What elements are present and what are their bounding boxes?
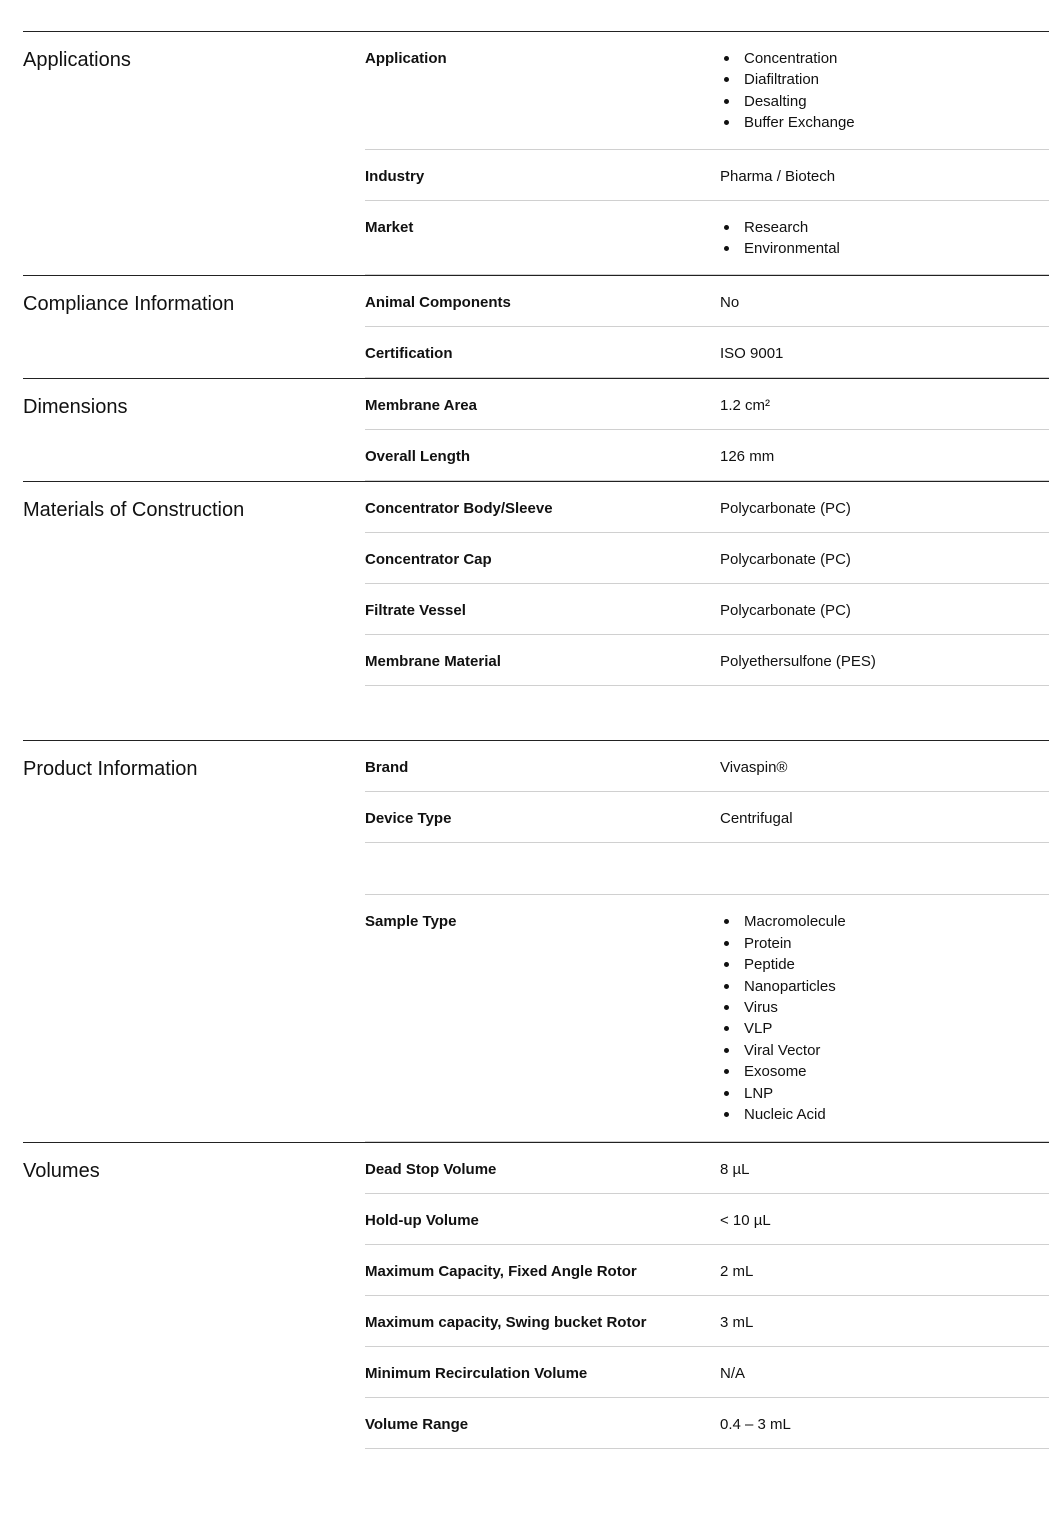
spec-label: Animal Components (365, 294, 511, 312)
list-item: Buffer Exchange (744, 111, 1049, 134)
section-materials-of-construction (23, 481, 1049, 686)
spec-label: Dead Stop Volume (365, 1160, 497, 1178)
spec-row-animal-components (365, 276, 1049, 327)
spec-value: Polyethersulfone (PES) (720, 653, 876, 671)
section-title: Dimensions (23, 396, 128, 419)
spec-label: Minimum Recirculation Volume (365, 1364, 588, 1382)
spec-rows (365, 32, 1049, 275)
list-item: VLP (744, 1017, 1049, 1040)
spec-label (365, 843, 720, 894)
spec-label: Concentrator Body/Sleeve (365, 500, 553, 518)
list-item: Nanoparticles (744, 975, 1049, 998)
spec-row-membrane-material (365, 635, 1049, 686)
spec-value: 8 µL (720, 1160, 750, 1178)
section-title: Product Information (23, 758, 198, 781)
list-item: LNP (744, 1082, 1049, 1105)
spec-label: Market (365, 218, 414, 236)
spec-value: 2 mL (720, 1262, 754, 1280)
spec-label: Industry (365, 167, 425, 185)
list-item: Viral Vector (744, 1039, 1049, 1062)
spec-row-minimum-recirculation-volume (365, 1347, 1049, 1398)
spec-label: Sample Type (365, 913, 457, 931)
spec-value: Centrifugal (720, 810, 793, 828)
spec-label: Filtrate Vessel (365, 602, 466, 620)
spec-label: Device Type (365, 810, 452, 828)
spec-value (720, 843, 1049, 894)
spec-row-empty (365, 843, 1049, 895)
list-item: Diafiltration (744, 68, 1049, 91)
spec-row-sample-type (365, 895, 1049, 1141)
spec-label: Maximum Capacity, Fixed Angle Rotor (365, 1262, 637, 1280)
section-compliance-information (23, 275, 1049, 378)
list-item: Desalting (744, 90, 1049, 113)
section-title: Compliance Information (23, 293, 235, 316)
spec-value: Vivaspin® (720, 759, 788, 777)
spec-value-list (720, 895, 1049, 1140)
spec-value: 3 mL (720, 1313, 754, 1331)
spec-value: Polycarbonate (PC) (720, 500, 851, 518)
spec-label: Application (365, 50, 447, 67)
spec-value: Pharma / Biotech (720, 167, 836, 185)
bullet-list (720, 910, 1049, 1126)
spec-label: Certification (365, 345, 453, 363)
spec-row-concentrator-body-sleeve (365, 482, 1049, 533)
spec-value: 0.4 – 3 mL (720, 1415, 791, 1433)
spec-label: Brand (365, 759, 409, 777)
spec-row-membrane-area (365, 379, 1049, 430)
list-item: Research (744, 216, 1049, 239)
spec-row-filtrate-vessel (365, 584, 1049, 635)
spec-value: 126 mm (720, 448, 775, 466)
spec-row-industry (365, 150, 1049, 201)
section-product-information (23, 740, 1049, 1141)
spec-label: Membrane Material (365, 653, 501, 671)
section-volumes (23, 1142, 1049, 1449)
spec-row-overall-length (365, 430, 1049, 481)
spec-row-market (365, 201, 1049, 276)
section-dimensions (23, 378, 1049, 481)
list-item: Peptide (744, 953, 1049, 976)
list-item: Exosome (744, 1060, 1049, 1083)
spec-value: 1.2 cm² (720, 397, 771, 415)
bullet-list (720, 47, 1049, 135)
spec-value: ISO 9001 (720, 345, 784, 363)
section-title: Materials of Construction (23, 499, 245, 522)
spec-row-volume-range (365, 1398, 1049, 1449)
spec-value: No (720, 294, 740, 312)
spec-value-list (720, 32, 1049, 149)
spec-value: < 10 µL (720, 1211, 771, 1229)
spec-rows (365, 482, 1049, 686)
section-applications (23, 31, 1049, 275)
specifications-table (23, 31, 1049, 1449)
list-item: Environmental (744, 237, 1049, 260)
spec-rows (365, 379, 1049, 481)
spec-row-concentrator-cap (365, 533, 1049, 584)
spec-value: Polycarbonate (PC) (720, 551, 851, 569)
spec-label: Volume Range (365, 1415, 469, 1433)
spec-row-device-type (365, 792, 1049, 843)
list-item: Virus (744, 996, 1049, 1019)
spec-row-hold-up-volume (365, 1194, 1049, 1245)
spec-label: Overall Length (365, 448, 471, 466)
spec-rows (365, 1143, 1049, 1449)
spec-row-application (365, 32, 1049, 150)
list-item: Macromolecule (744, 910, 1049, 933)
spec-value-list (720, 201, 1049, 275)
spec-value: N/A (720, 1364, 746, 1382)
section-title: Volumes (23, 1159, 100, 1182)
spec-label: Maximum capacity, Swing bucket Rotor (365, 1313, 647, 1331)
spec-row-dead-stop-volume (365, 1143, 1049, 1194)
spec-value: Polycarbonate (PC) (720, 602, 851, 620)
spec-label: Concentrator Cap (365, 551, 492, 569)
spec-row-certification (365, 327, 1049, 378)
spec-label: Hold-up Volume (365, 1211, 479, 1229)
spec-row-maximum-capacity-swing-bucket-rotor (365, 1296, 1049, 1347)
spec-rows (365, 741, 1049, 1141)
section-title: Applications (23, 49, 131, 71)
spec-row-maximum-capacity-fixed-angle-rotor (365, 1245, 1049, 1296)
spec-label: Membrane Area (365, 397, 477, 415)
bullet-list (720, 216, 1049, 261)
spec-rows (365, 276, 1049, 378)
list-item: Nucleic Acid (744, 1103, 1049, 1126)
spec-row-brand (365, 741, 1049, 792)
list-item: Concentration (744, 47, 1049, 70)
list-item: Protein (744, 932, 1049, 955)
